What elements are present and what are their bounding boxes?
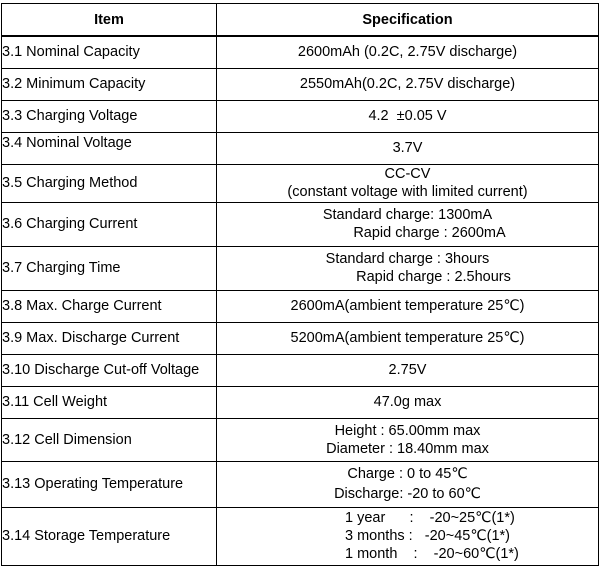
spec-cell xyxy=(217,246,599,290)
spec-line: Discharge: -20 to 60℃ xyxy=(334,486,481,502)
item-cell: 3.7 Charging Time xyxy=(2,246,217,290)
table-row xyxy=(2,202,599,246)
spec-cell xyxy=(217,418,599,461)
table-row xyxy=(2,507,599,565)
spec-cell xyxy=(217,386,599,418)
item-cell: 3.2 Minimum Capacity xyxy=(2,68,217,100)
spec-cell xyxy=(217,164,599,202)
spec-line: 3.7V xyxy=(392,140,423,156)
item-cell: 3.4 Nominal Voltage xyxy=(2,132,217,164)
item-cell: 3.12 Cell Dimension xyxy=(2,418,217,461)
spec-cell xyxy=(217,322,599,354)
spec-line: 2.75V xyxy=(388,362,427,378)
item-cell: 3.13 Operating Temperature xyxy=(2,461,217,507)
item-cell: 3.10 Discharge Cut-off Voltage xyxy=(2,354,217,386)
spec-line: 2600mA(ambient temperature 25℃) xyxy=(290,298,525,314)
spec-cell xyxy=(217,354,599,386)
item-cell: 3.11 Cell Weight xyxy=(2,386,217,418)
spec-line: Rapid charge : 2.5hours xyxy=(356,269,511,285)
spec-cell xyxy=(217,36,599,68)
specification-table xyxy=(1,3,599,566)
spec-line: 3 months : -20~45℃(1*) xyxy=(345,528,510,544)
table-row xyxy=(2,418,599,461)
spec-cell xyxy=(217,461,599,507)
table-row xyxy=(2,322,599,354)
spec-line: CC-CV xyxy=(384,166,431,182)
spec-cell xyxy=(217,290,599,322)
item-cell: 3.3 Charging Voltage xyxy=(2,100,217,132)
spec-line: Standard charge : 3hours xyxy=(325,251,490,267)
table-row xyxy=(2,68,599,100)
table-row xyxy=(2,100,599,132)
spec-cell xyxy=(217,132,599,164)
spec-line: 1 year : -20~25℃(1*) xyxy=(345,510,515,526)
spec-line: Rapid charge : 2600mA xyxy=(353,225,506,241)
spec-line: Height : 65.00mm max xyxy=(334,422,481,439)
table-row xyxy=(2,386,599,418)
table-row xyxy=(2,164,599,202)
table-row xyxy=(2,354,599,386)
spec-cell xyxy=(217,507,599,565)
spec-line: 4.2 ±0.05 V xyxy=(368,108,447,124)
spec-line: 1 month : -20~60℃(1*) xyxy=(345,546,519,562)
spec-cell xyxy=(217,100,599,132)
spec-cell xyxy=(217,68,599,100)
spec-line: 47.0g max xyxy=(373,394,442,410)
item-cell: 3.14 Storage Temperature xyxy=(2,507,217,565)
table-row xyxy=(2,132,599,164)
item-cell: 3.8 Max. Charge Current xyxy=(2,290,217,322)
item-cell: 3.9 Max. Discharge Current xyxy=(2,322,217,354)
spec-line: (constant voltage with limited current) xyxy=(287,184,528,200)
table-row xyxy=(2,461,599,507)
spec-line: 5200mA(ambient temperature 25℃) xyxy=(290,330,525,346)
spec-line: 2600mAh (0.2C, 2.75V discharge) xyxy=(297,44,518,61)
spec-line: Charge : 0 to 45℃ xyxy=(347,466,468,482)
spec-cell xyxy=(217,202,599,246)
item-cell: 3.1 Nominal Capacity xyxy=(2,36,217,68)
header-specification: Specification xyxy=(217,4,599,37)
table-row xyxy=(2,290,599,322)
item-cell: 3.6 Charging Current xyxy=(2,202,217,246)
spec-line: Standard charge: 1300mA xyxy=(322,207,493,223)
table-row xyxy=(2,246,599,290)
table-row xyxy=(2,36,599,68)
table-header-row xyxy=(2,4,599,37)
header-item: Item xyxy=(2,4,217,37)
spec-line: Diameter : 18.40mm max xyxy=(326,440,489,457)
spec-line: 2550mAh(0.2C, 2.75V discharge) xyxy=(299,76,516,92)
item-cell: 3.5 Charging Method xyxy=(2,164,217,202)
